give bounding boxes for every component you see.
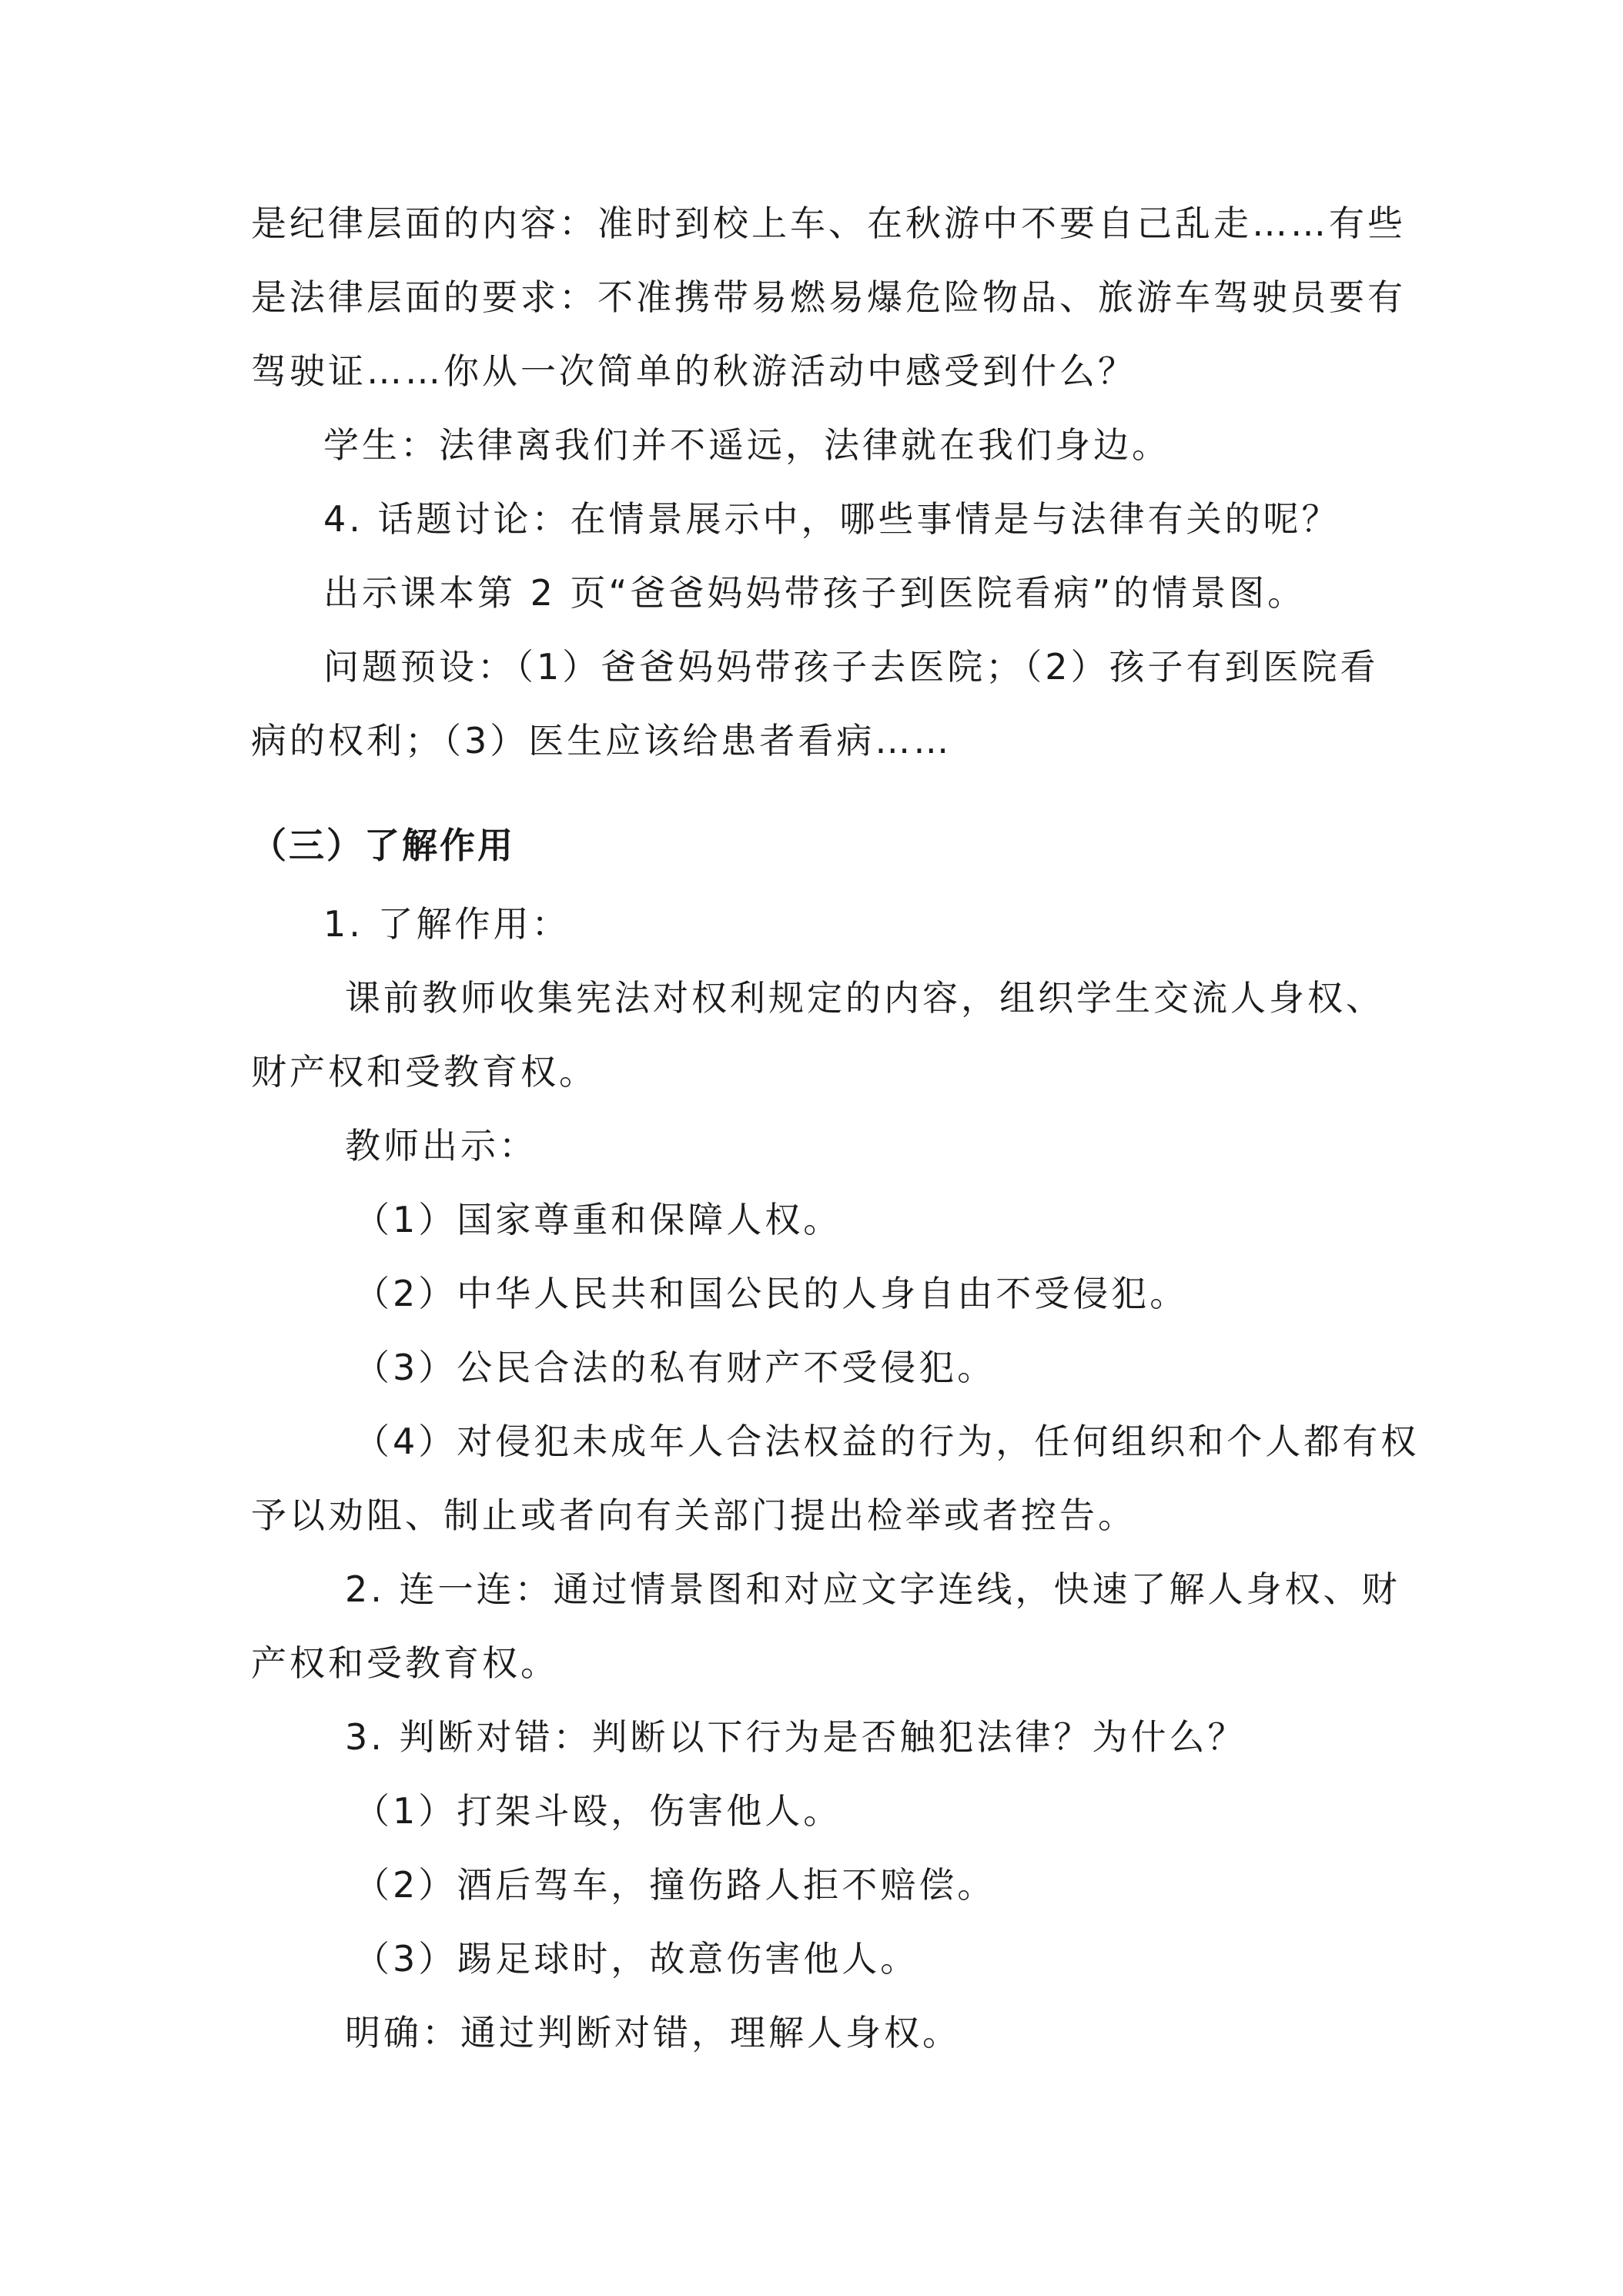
body-text-line: 2. 连一连：通过情景图和对应文字连线，快速了解人身权、财 — [345, 1568, 1400, 1610]
list-item: （3）踢足球时，故意伤害他人。 — [354, 1938, 919, 1980]
body-text-line: 财产权和受教育权。 — [251, 1051, 597, 1093]
list-item: （2）酒后驾车，撞伤路人拒不赔偿。 — [354, 1864, 996, 1906]
body-text-line: 4. 话题讨论：在情景展示中，哪些事情是与法律有关的呢？ — [323, 498, 1340, 540]
body-text-line: 是纪律层面的内容：准时到校上车、在秋游中不要自己乱走……有些 — [251, 202, 1406, 244]
body-text-line: 明确：通过判断对错，理解人身权。 — [345, 2012, 961, 2053]
list-item: （1）打架斗殴，伤害他人。 — [354, 1790, 842, 1832]
body-text-line: 教师出示： — [345, 1125, 537, 1166]
list-item: （2）中华人民共和国公民的人身自由不受侵犯。 — [354, 1273, 1189, 1314]
body-text-line: 出示课本第 2 页“爸爸妈妈带孩子到医院看病”的情景图。 — [323, 572, 1307, 614]
body-text-line: 课前教师收集宪法对权利规定的内容，组织学生交流人身权、 — [345, 977, 1384, 1019]
body-text-line: 产权和受教育权。 — [251, 1642, 559, 1684]
body-text-line: 驾驶证……你从一次简单的秋游活动中感受到什么？ — [251, 350, 1136, 392]
list-item: （3）公民合法的私有财产不受侵犯。 — [354, 1347, 996, 1388]
list-item: （4）对侵犯未成年人合法权益的行为，任何组织和个人都有权 — [354, 1421, 1420, 1462]
section-heading: （三）了解作用 — [251, 825, 515, 866]
body-text-line: 问题预设：（1）爸爸妈妈带孩子去医院；（2）孩子有到医院看 — [323, 646, 1379, 688]
body-text-line: 病的权利；（3）医生应该给患者看病…… — [251, 720, 952, 761]
list-item: （1）国家尊重和保障人权。 — [354, 1199, 842, 1240]
body-text-line: 3. 判断对错：判断以下行为是否触犯法律？为什么？ — [345, 1716, 1247, 1758]
body-text-line: 1. 了解作用： — [323, 903, 571, 945]
body-text-line: 学生：法律离我们并不遥远，法律就在我们身边。 — [323, 424, 1170, 466]
body-text-line: 予以劝阻、制止或者向有关部门提出检举或者控告。 — [251, 1494, 1136, 1536]
body-text-line: 是法律层面的要求：不准携带易燃易爆危险物品、旅游车驾驶员要有 — [251, 276, 1406, 318]
